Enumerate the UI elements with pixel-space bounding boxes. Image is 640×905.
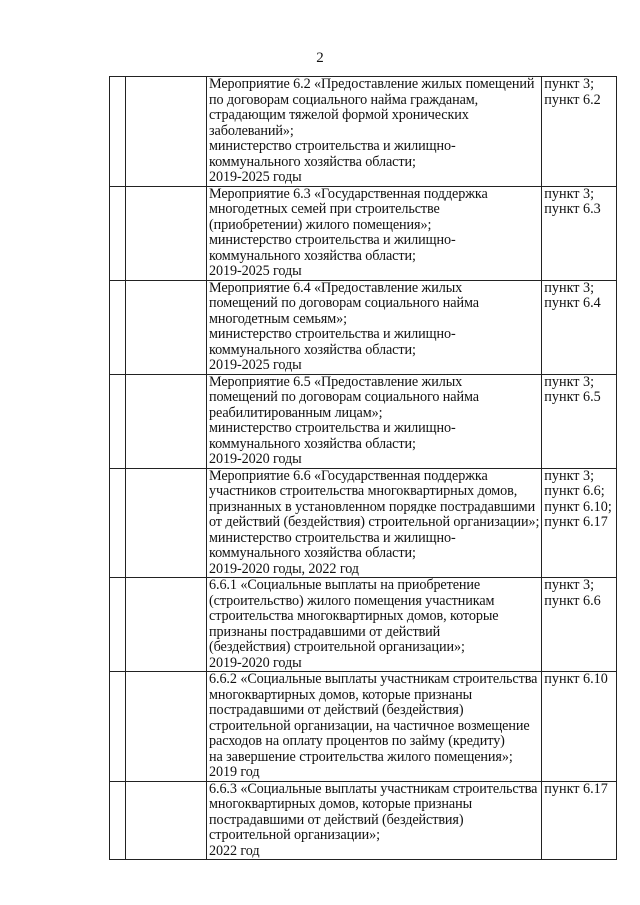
description-line: реабилитированным лицам»; — [209, 404, 383, 421]
empty-cell-wide — [126, 280, 207, 374]
reference-cell — [542, 468, 617, 578]
description-line: 2019-2025 годы — [209, 263, 302, 279]
reference-line: пункт 6.17 — [544, 780, 608, 797]
reference-line: пункт 6.6 — [544, 592, 601, 609]
description-line: помещений по договорам социального найма — [209, 389, 479, 405]
description-line: коммунального хозяйства области; — [209, 341, 416, 358]
measure-description-cell — [207, 77, 542, 187]
reference-line: пункт 6.6; — [544, 483, 605, 499]
description-line: министерство строительства и жилищно- — [209, 232, 456, 248]
description-line: по договорам социального найма гражданам, — [209, 91, 479, 108]
description-line: 2019-2020 годы — [209, 451, 302, 467]
description-line: пострадавшими от действий (бездействия) — [209, 811, 464, 828]
reference-line: пункт 6.10; — [544, 498, 612, 515]
table-row — [110, 77, 617, 187]
description-line: министерство строительства и жилищно- — [209, 326, 456, 342]
empty-cell-wide — [126, 374, 207, 468]
measure-description-cell — [207, 578, 542, 672]
empty-cell-wide — [126, 781, 207, 860]
empty-cell-wide — [126, 578, 207, 672]
description-line: строительства многоквартирных домов, которые — [209, 608, 499, 624]
empty-cell-wide — [126, 672, 207, 782]
description-line: расходов на оплату процентов по займу (кредиту) — [209, 733, 505, 749]
empty-cell-narrow — [110, 374, 126, 468]
description-line: 2019-2020 годы, 2022 год — [209, 560, 359, 577]
reference-line: пункт 3; — [544, 467, 595, 484]
measure-description-cell — [207, 186, 542, 280]
measure-description-cell — [207, 468, 542, 578]
measures-table — [109, 76, 617, 860]
description-line: министерство строительства и жилищно- — [209, 420, 456, 436]
description-line: признаны пострадавшими от действий — [209, 623, 441, 640]
reference-line: пункт 3; — [544, 76, 595, 92]
empty-cell-wide — [126, 186, 207, 280]
description-line: 2019 год — [209, 764, 260, 780]
reference-line: пункт 3; — [544, 373, 595, 390]
reference-line: пункт 6.4 — [544, 295, 601, 311]
table-row — [110, 578, 617, 672]
description-line: Мероприятие 6.6 «Государственная поддержка — [209, 467, 488, 484]
description-line: 6.6.2 «Социальные выплаты участникам строительства — [209, 671, 538, 687]
reference-line: пункт 6.2 — [544, 91, 601, 108]
measure-description-cell — [207, 781, 542, 860]
description-line: (приобретении) жилого помещения»; — [209, 216, 432, 233]
measure-description-cell — [207, 672, 542, 782]
empty-cell-narrow — [110, 77, 126, 187]
description-line: на завершение строительства жилого помещения»; — [209, 748, 513, 765]
description-line: коммунального хозяйства области; — [209, 545, 416, 561]
reference-line: пункт 3; — [544, 279, 595, 296]
description-line: строительной организации»; — [209, 827, 380, 843]
description-line: признанных в установленном порядке пострадавшими — [209, 498, 536, 515]
empty-cell-wide — [126, 77, 207, 187]
reference-line: пункт 6.17 — [544, 514, 608, 530]
reference-line: пункт 3; — [544, 185, 595, 202]
description-line: пострадавшими от действий (бездействия) — [209, 702, 464, 718]
description-line: Мероприятие 6.5 «Предоставление жилых — [209, 373, 463, 390]
description-line: (строительство) жилого помещения участникам — [209, 592, 495, 609]
description-line: коммунального хозяйства области; — [209, 247, 416, 264]
description-line: (бездействия) строительной организации»; — [209, 639, 465, 655]
description-line: строительной организации, на частичное возмещение — [209, 717, 530, 734]
description-line: 6.6.3 «Социальные выплаты участникам строительства — [209, 780, 538, 797]
empty-cell-narrow — [110, 578, 126, 672]
table-row — [110, 186, 617, 280]
description-line: Мероприятие 6.3 «Государственная поддержка — [209, 185, 488, 202]
description-line: коммунального хозяйства области; — [209, 435, 416, 452]
table-body — [110, 77, 617, 860]
empty-cell-narrow — [110, 280, 126, 374]
description-line: министерство строительства и жилищно- — [209, 138, 456, 154]
description-line: 2019-2025 годы — [209, 357, 302, 373]
empty-cell-narrow — [110, 186, 126, 280]
description-line: Мероприятие 6.4 «Предоставление жилых — [209, 279, 463, 296]
description-line: многоквартирных домов, которые признаны — [209, 686, 473, 703]
table-row — [110, 374, 617, 468]
reference-cell — [542, 374, 617, 468]
reference-line: пункт 6.5 — [544, 389, 601, 405]
description-line: страдающим тяжелой формой хронических — [209, 107, 469, 123]
description-line: 2019-2020 годы — [209, 654, 302, 671]
table-row — [110, 468, 617, 578]
description-line: 2019-2025 годы — [209, 169, 302, 185]
description-line: заболеваний»; — [209, 122, 294, 139]
description-line: коммунального хозяйства области; — [209, 153, 416, 170]
reference-cell — [542, 280, 617, 374]
description-line: Мероприятие 6.2 «Предоставление жилых помещений — [209, 76, 535, 92]
reference-line: пункт 6.10 — [544, 671, 608, 687]
description-line: участников строительства многоквартирных домов, — [209, 483, 518, 499]
reference-cell — [542, 77, 617, 187]
description-line: многодетным семьям»; — [209, 310, 347, 327]
page-number: 2 — [316, 50, 324, 66]
table-row — [110, 781, 617, 860]
empty-cell-wide — [126, 468, 207, 578]
table-row — [110, 672, 617, 782]
description-line: от действий (бездействия) строительной организации»; — [209, 514, 540, 530]
description-line: помещений по договорам социального найма — [209, 295, 479, 311]
empty-cell-narrow — [110, 672, 126, 782]
measure-description-cell — [207, 280, 542, 374]
measure-description-cell — [207, 374, 542, 468]
description-line: 2022 год — [209, 842, 260, 859]
reference-cell — [542, 186, 617, 280]
description-line: многоквартирных домов, которые признаны — [209, 796, 473, 812]
reference-cell — [542, 781, 617, 860]
reference-line: пункт 6.3 — [544, 201, 601, 217]
empty-cell-narrow — [110, 781, 126, 860]
description-line: министерство строительства и жилищно- — [209, 529, 456, 546]
reference-cell — [542, 578, 617, 672]
description-line: многодетных семей при строительстве — [209, 201, 440, 217]
table-row — [110, 280, 617, 374]
reference-cell — [542, 672, 617, 782]
empty-cell-narrow — [110, 468, 126, 578]
reference-line: пункт 3; — [544, 577, 595, 593]
description-line: 6.6.1 «Социальные выплаты на приобретение — [209, 577, 481, 593]
